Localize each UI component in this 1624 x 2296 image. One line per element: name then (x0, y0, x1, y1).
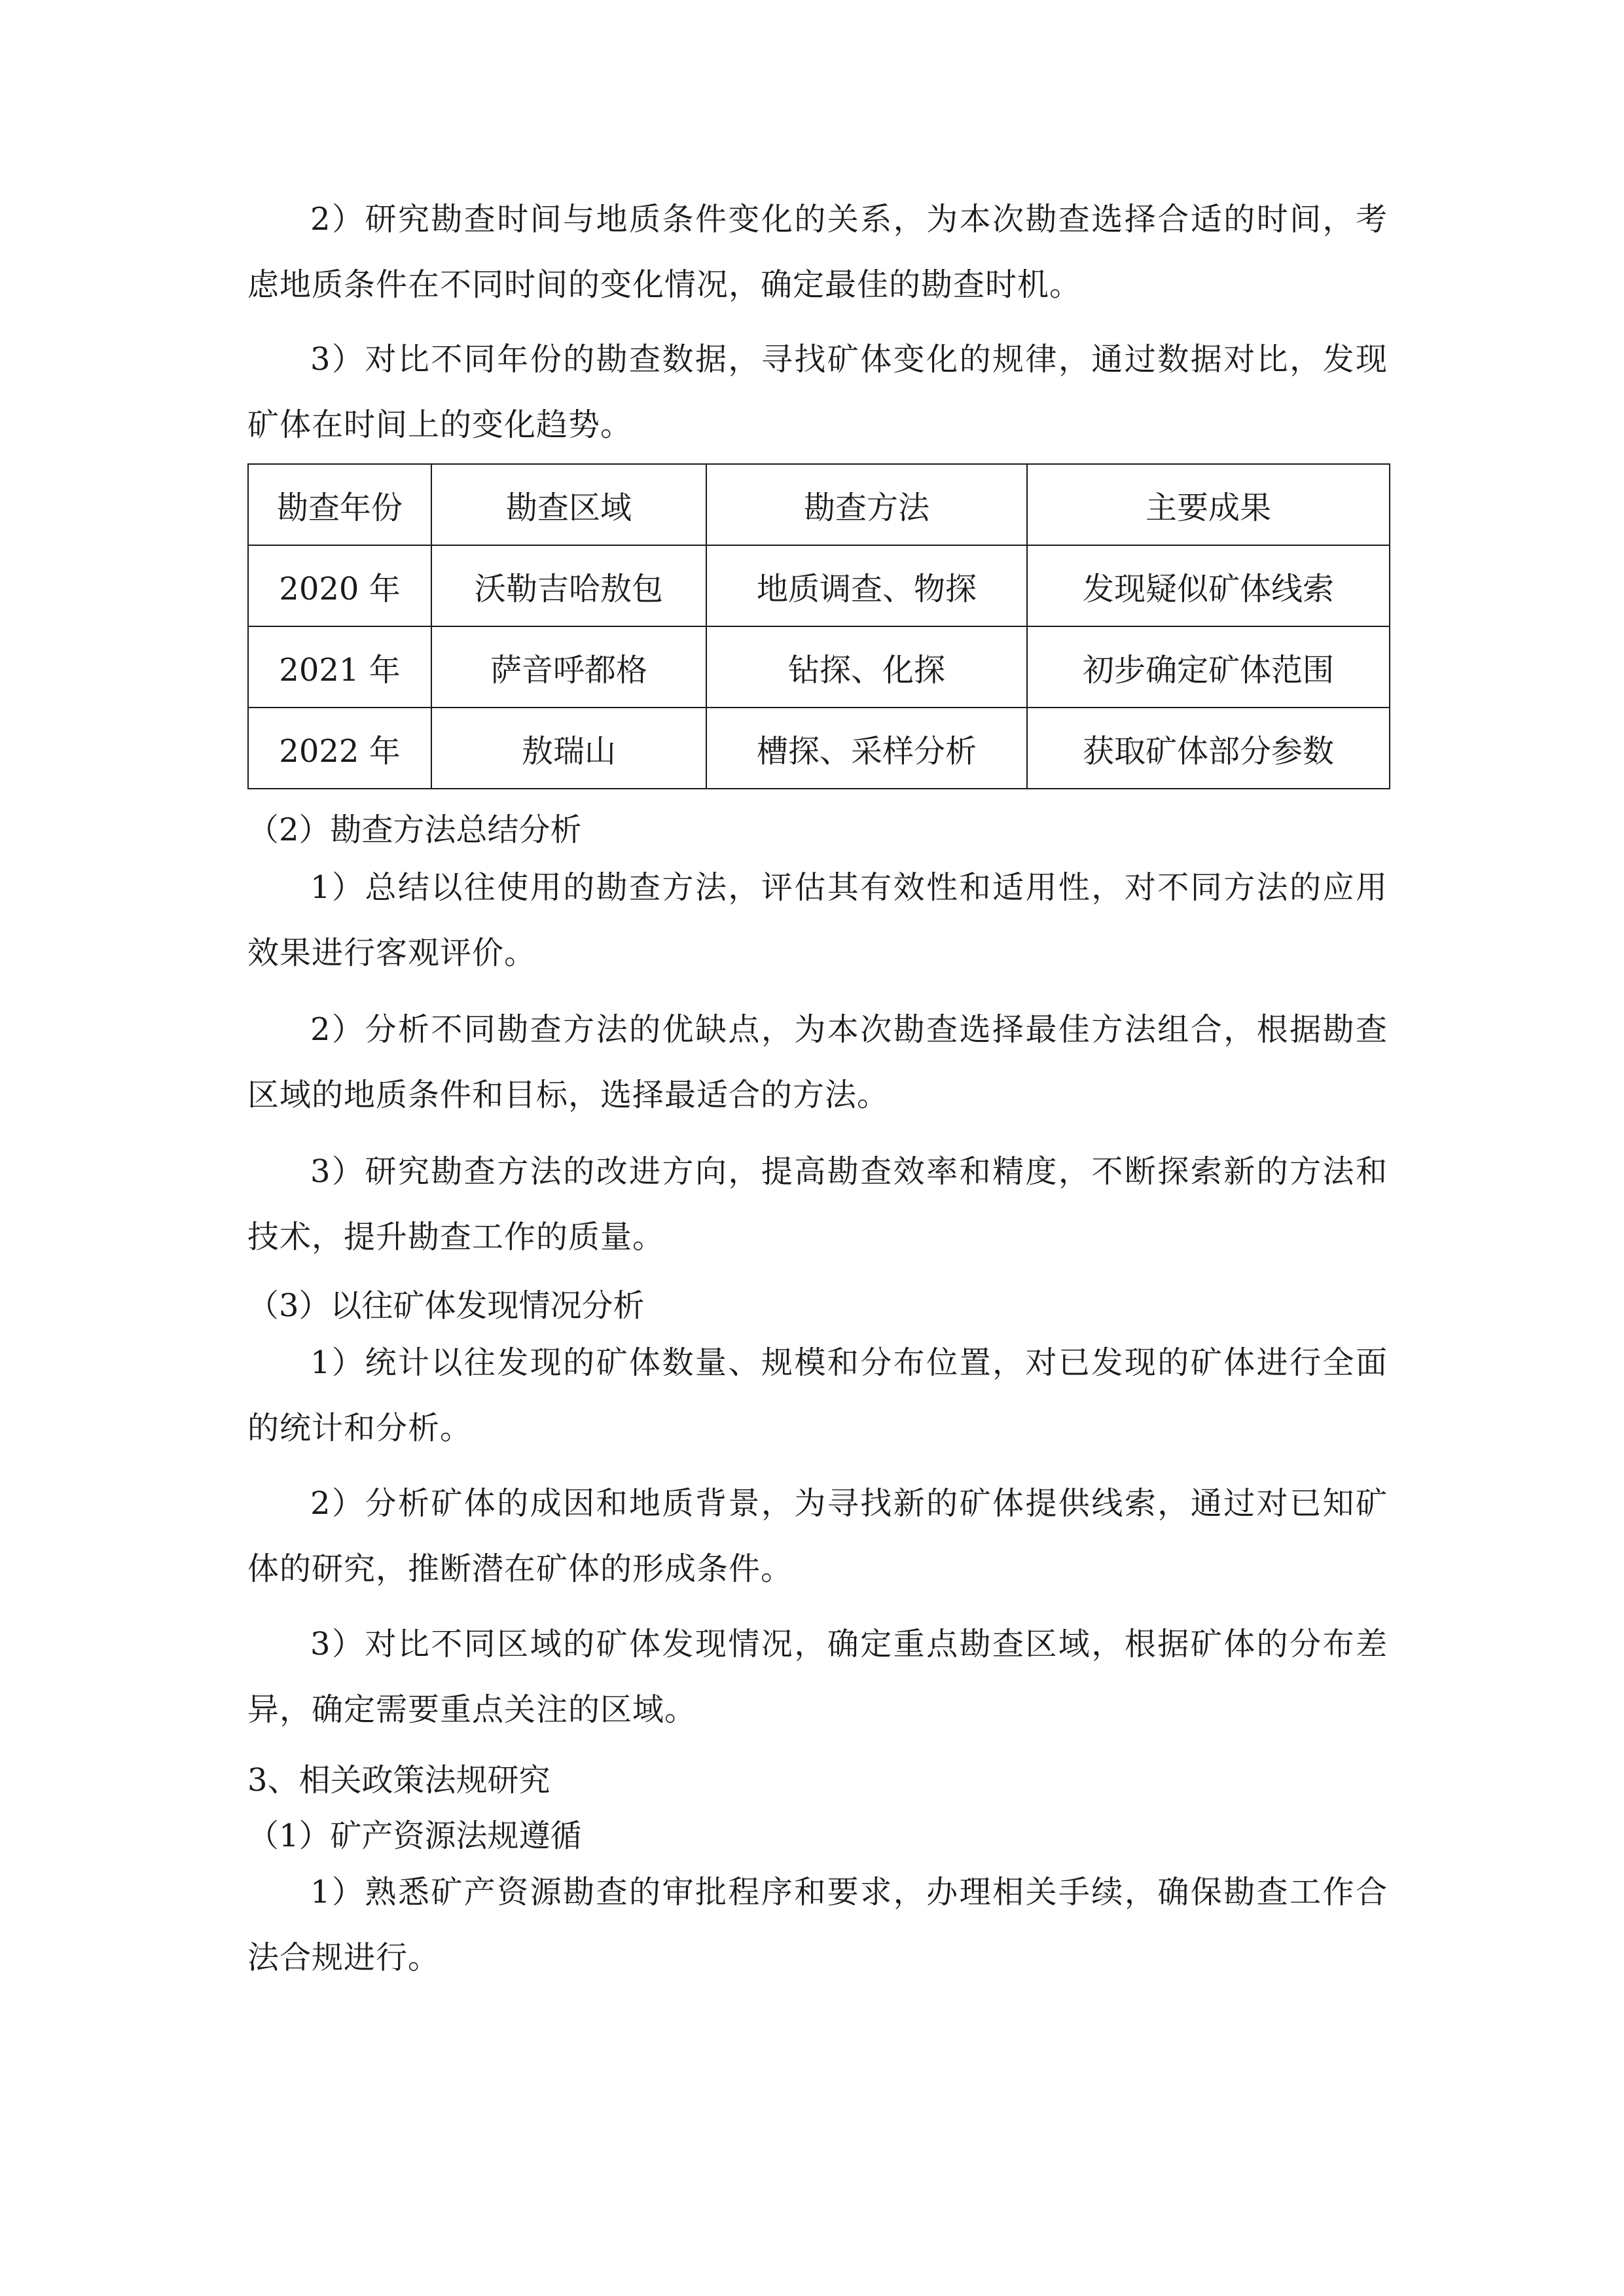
cell-method: 地质调查、物探 (706, 545, 1027, 626)
paragraph-policy-1: 1）熟悉矿产资源勘查的审批程序和要求，办理相关手续，确保勘查工作合法合规进行。 (247, 1874, 1388, 1976)
paragraph-discovery-2: 2）分析矿体的成因和地质背景，为寻找新的矿体提供线索，通过对已知矿体的研究，推断潜在矿体的形成条件。 (247, 1485, 1388, 1587)
header-year: 勘查年份 (248, 464, 431, 545)
subheading-mineral-law: （1）矿产资源法规遵循 (247, 1818, 582, 1854)
paragraph-methods-3: 3）研究勘查方法的改进方向，提高勘查效率和精度，不断探索新的方法和技术，提升勘查工作的质量。 (247, 1153, 1388, 1255)
paragraph-methods-1: 1）总结以往使用的勘查方法，评估其有效性和适用性，对不同方法的应用效果进行客观评价。 (247, 869, 1388, 971)
cell-year: 2021 年 (248, 626, 431, 708)
header-result: 主要成果 (1027, 464, 1390, 545)
paragraph-time-geology: 2）研究勘查时间与地质条件变化的关系，为本次勘查选择合适的时间，考虑地质条件在不同时间的变化情况，确定最佳的勘查时机。 (247, 201, 1388, 303)
cell-result: 初步确定矿体范围 (1027, 626, 1390, 708)
paragraph-methods-2: 2）分析不同勘查方法的优缺点，为本次勘查选择最佳方法组合，根据勘查区域的地质条件和目标，选择最适合的方法。 (247, 1011, 1388, 1113)
survey-history-table (247, 463, 1390, 789)
cell-method: 钻探、化探 (706, 626, 1027, 708)
cell-area: 萨音呼都格 (431, 626, 706, 708)
paragraph-discovery-3: 3）对比不同区域的矿体发现情况，确定重点勘查区域，根据矿体的分布差异，确定需要重点关注的区域。 (247, 1626, 1388, 1728)
header-area: 勘查区域 (431, 464, 706, 545)
cell-area: 沃勒吉哈敖包 (431, 545, 706, 626)
cell-year: 2020 年 (248, 545, 431, 626)
heading-methods-summary: （2）勘查方法总结分析 (247, 812, 582, 848)
table-row (248, 545, 1390, 626)
table-row (248, 708, 1390, 789)
cell-area: 敖瑞山 (431, 708, 706, 789)
table-header-row (248, 464, 1390, 545)
paragraph-year-comparison: 3）对比不同年份的勘查数据，寻找矿体变化的规律，通过数据对比，发现矿体在时间上的变化趋势。 (247, 341, 1388, 443)
cell-method: 槽探、采样分析 (706, 708, 1027, 789)
table-row (248, 626, 1390, 708)
paragraph-discovery-1: 1）统计以往发现的矿体数量、规模和分布位置，对已发现的矿体进行全面的统计和分析。 (247, 1344, 1388, 1446)
heading-discovery-analysis: （3）以往矿体发现情况分析 (247, 1287, 645, 1324)
cell-year: 2022 年 (248, 708, 431, 789)
cell-result: 获取矿体部分参数 (1027, 708, 1390, 789)
header-method: 勘查方法 (706, 464, 1027, 545)
cell-result: 发现疑似矿体线索 (1027, 545, 1390, 626)
heading-policy-research: 3、相关政策法规研究 (247, 1762, 550, 1799)
